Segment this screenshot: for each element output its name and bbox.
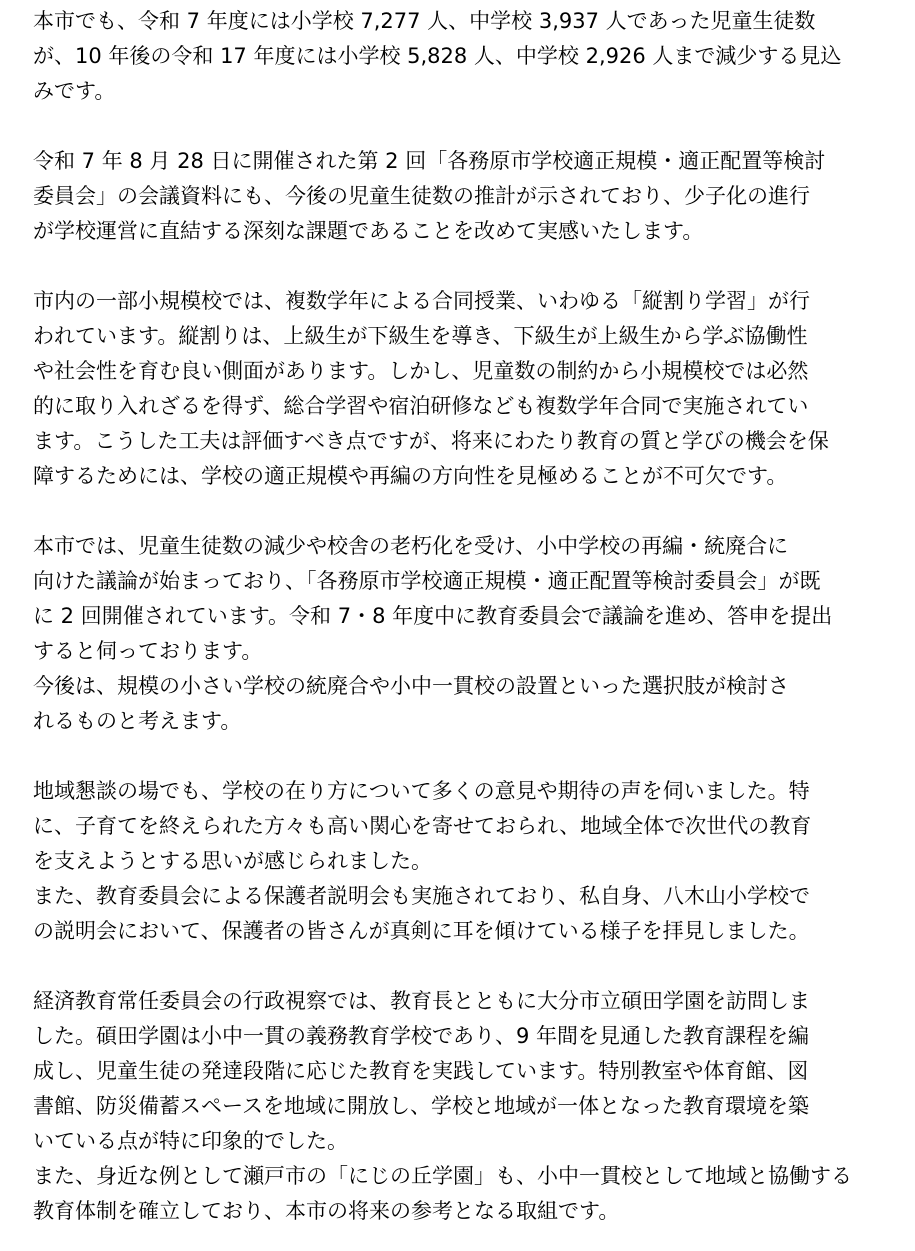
paragraph-gap <box>33 109 909 144</box>
paragraph-gap <box>33 739 909 774</box>
text-line: すると伺っております。 <box>33 639 263 663</box>
text-line: 向けた議論が始まっており、「各務原市学校適正規模・適正配置等検討委員会」が既 <box>33 569 821 593</box>
text-line: 的に取り入れざるを得ず、総合学習や宿泊研修なども複数学年合同で実施されてい <box>33 394 809 418</box>
paragraph-committee-materials <box>33 144 909 249</box>
paragraph-gap <box>33 249 909 284</box>
text-line: が学校運営に直結する深刻な課題であることを改めて実感いたします。 <box>33 219 704 243</box>
text-line: に、子育てを終えられた方々も高い関心を寄せておられ、地域全体で次世代の教育 <box>33 814 812 838</box>
text-line: の説明会において、保護者の皆さんが真剣に耳を傾けている様子を拝見しました。 <box>33 919 810 943</box>
text-line: 今後は、規模の小さい学校の統廃合や小中一貫校の設置といった選択肢が検討さ <box>33 674 789 698</box>
text-line: 教育体制を確立しており、本市の将来の参考となる取組です。 <box>33 1199 620 1223</box>
paragraph-community-meetings <box>33 774 909 949</box>
text-line: れるものと考えます。 <box>33 709 242 733</box>
text-line: 委員会」の会議資料にも、今後の児童生徒数の推計が示されており、少子化の進行 <box>33 184 810 208</box>
paragraph-student-projection <box>33 4 909 109</box>
text-line: 本市でも、令和 7 年度には小学校 7,277 人、中学校 3,937 人であった児童生徒数 <box>33 9 816 33</box>
text-line: ます。こうした工夫は評価すべき点ですが、将来にわたり教育の質と学びの機会を保 <box>33 429 829 453</box>
text-line: が、10 年後の令和 17 年度には小学校 5,828 人、中学校 2,926 人まで減少する見込 <box>33 44 842 68</box>
text-line: われています。縦割りは、上級生が下級生を導き、下級生が上級生から学ぶ協働性 <box>33 324 808 348</box>
text-line: いている点が特に印象的でした。 <box>33 1129 348 1153</box>
text-line: 市内の一部小規模校では、複数学年による合同授業、いわゆる「縦割り学習」が行 <box>33 289 810 313</box>
text-line: 障するためには、学校の適正規模や再編の方向性を見極めることが不可欠です。 <box>33 464 788 488</box>
text-line: に 2 回開催されています。令和 7・8 年度中に教育委員会で議論を進め、答申を提出 <box>33 604 833 628</box>
text-line: 書館、防災備蓄スペースを地域に開放し、学校と地域が一体となった教育環境を築 <box>33 1094 809 1118</box>
text-line: や社会性を育む良い側面があります。しかし、児童数の制約から小規模校では必然 <box>33 359 809 383</box>
text-line: 地域懇談の場でも、学校の在り方について多くの意見や期待の声を伺いました。特 <box>33 779 810 803</box>
paragraph-multigrade-learning <box>33 284 909 494</box>
text-line: 本市では、児童生徒数の減少や校舎の老朽化を受け、小中学校の再編・統廃合に <box>33 534 789 558</box>
paragraph-gap <box>33 949 909 984</box>
paragraph-site-inspection <box>33 984 909 1229</box>
text-line: を支えようとする思いが感じられました。 <box>33 849 432 873</box>
text-line: みです。 <box>33 79 116 103</box>
text-line: また、教育委員会による保護者説明会も実施されており、私自身、八木山小学校で <box>33 884 810 908</box>
text-line: 成し、児童生徒の発達段階に応じた教育を実践しています。特別教室や体育館、図 <box>33 1059 809 1083</box>
text-line: 令和 7 年 8 月 28 日に開催された第 2 回「各務原市学校適正規模・適正配置等検討 <box>33 149 826 173</box>
paragraph-gap <box>33 494 909 529</box>
text-line: また、身近な例として瀬戸市の「にじの丘学園」も、小中一貫校として地域と協働する <box>33 1164 852 1188</box>
text-line: 経済教育常任委員会の行政視察では、教育長とともに大分市立碩田学園を訪問しま <box>33 989 810 1013</box>
text-line: した。碩田学園は小中一貫の義務教育学校であり、9 年間を見通した教育課程を編 <box>33 1024 810 1048</box>
paragraph-school-reorganization <box>33 529 909 739</box>
document-body <box>33 4 909 1229</box>
